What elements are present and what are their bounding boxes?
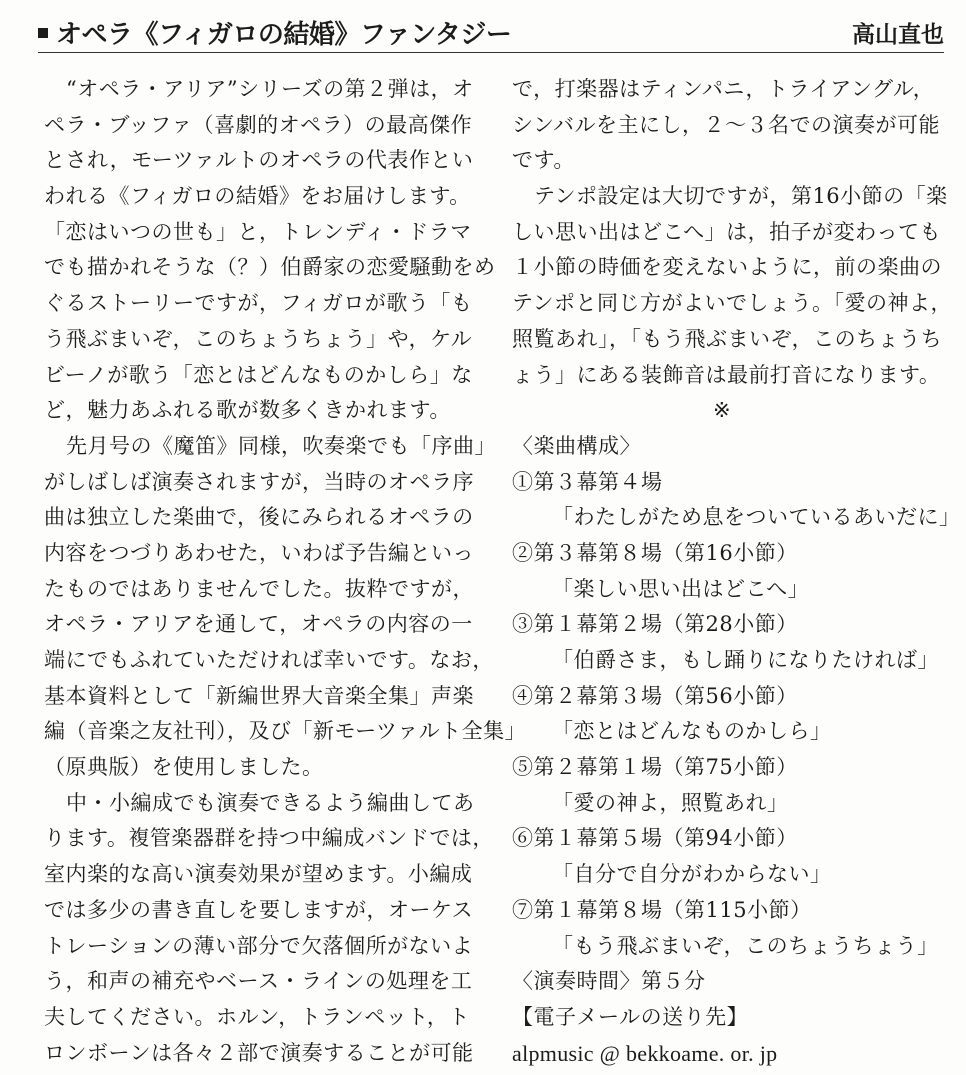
body-line: 先月号の《魔笛》同様，吹奏楽でも「序曲」 — [66, 433, 496, 458]
body-line: ります。複管楽器群を持つ中編成バンドでは， — [44, 826, 494, 851]
body-line: シンバルを主にし，２～３名での演奏が可能 — [512, 112, 941, 137]
body-line: 夫してください。ホルン，トランペット，ト — [44, 1004, 470, 1029]
body-line: では多少の書き直しを要しますが，オーケス — [44, 897, 474, 922]
body-line: １小節の時価を変えないように，前の楽曲の — [512, 255, 942, 280]
movement-title: 「楽しい思い出はどこへ」 — [552, 576, 810, 601]
body-line: “オペラ・アリア”シリーズの第２弾は，オ — [66, 77, 474, 101]
body-line: 曲は独立した楽曲で，後にみられるオペラの — [44, 505, 474, 530]
body-line: テンポと同じ方がよいでしょう。「愛の神よ， — [512, 291, 952, 316]
body-line: 照覧あれ」，「もう飛ぶまいぞ，このちょうち — [512, 326, 943, 351]
body-line: ロンボーンは各々２部で演奏することが可能 — [44, 1040, 474, 1065]
movement-title: 「愛の神よ，照覧あれ」 — [552, 790, 789, 815]
movement-item: ②第３幕第８場（第16小節） — [512, 540, 798, 565]
body-line: （原典版）を使用しました。 — [44, 755, 324, 780]
movement-title: 「伯爵さま，もし踊りになりたければ」 — [552, 648, 939, 672]
article-header — [38, 8, 944, 53]
section-heading: 〈楽曲構成〉 — [512, 433, 641, 458]
body-line: たものではありませんでした。抜粋ですが， — [44, 576, 474, 601]
left-column — [44, 72, 527, 1071]
body-line: トレーションの薄い部分で欠落個所がないよ — [44, 933, 474, 958]
article-title-text: オペラ《フィガロの結婚》ファンタジー — [56, 20, 512, 50]
body-line: 「恋はいつの世も」と，トレンディ・ドラマ — [44, 219, 472, 244]
body-line: ょう」にある装飾音は最前打音になります。 — [512, 362, 941, 387]
movement-item: ⑥第１幕第５場（第94小節） — [512, 826, 798, 851]
body-line: テンポ設定は大切ですが，第16小節の「楽 — [534, 184, 948, 209]
body-line: でも描かれそうな（？）伯爵家の恋愛騒動をめ — [44, 255, 496, 280]
body-line: ビーノが歌う「恋とはどんなものかしら」な — [44, 362, 473, 387]
movement-item: ⑤第２幕第１場（第75小節） — [512, 755, 798, 780]
movement-title: 「もう飛ぶまいぞ，このちょうちょう」 — [552, 933, 939, 958]
body-line: オペラ・アリアを通して，オペラの内容の一 — [44, 612, 473, 637]
body-line: う，和声の補充やベース・ラインの処理を工 — [44, 969, 473, 994]
body-line: で，打楽器はティンパニ，トライアングル， — [512, 77, 935, 101]
movement-title: 「自分で自分がわからない」 — [552, 862, 832, 887]
body-line: う飛ぶまいぞ，このちょうちょう」や，ケル — [44, 326, 473, 351]
movement-title: 「恋とはどんなものかしら」 — [552, 719, 832, 744]
body-line: われる《フィガロの結婚》をお届けします。 — [44, 184, 471, 209]
author-name: 高山直也 — [852, 22, 944, 48]
body-line: ぐるストーリーですが，フィガロが歌う「も — [44, 291, 473, 316]
body-line: 中・小編成でも演奏できるよう編曲してあ — [66, 790, 475, 815]
movement-item: ③第１幕第２場（第28小節） — [512, 612, 798, 637]
body-line: がしばしば演奏されますが，当時のオペラ序 — [44, 469, 474, 494]
body-line: しい思い出はどこへ」は，拍子が変わっても — [512, 219, 941, 244]
body-line: ど，魅力あふれる歌が数多くきかれます。 — [44, 398, 451, 423]
movement-item: ①第３幕第４場 — [512, 469, 663, 494]
body-line: ペラ・ブッファ（喜劇的オペラ）の最高傑作 — [44, 112, 473, 137]
email-address: alpmusic @ bekkoame. or. jp — [512, 1040, 778, 1066]
body-line: 基本資料として「新編世界大音楽全集」声楽 — [44, 683, 474, 708]
performance-time: 〈演奏時間〉第５分 — [512, 969, 706, 994]
square-bullet-icon — [38, 28, 48, 38]
movement-item: ⑦第１幕第８場（第115小節） — [512, 897, 812, 922]
email-heading: 【電子メールの送り先】 — [512, 1004, 749, 1029]
right-column — [512, 72, 961, 1071]
section-divider-mark: ※ — [712, 398, 732, 423]
body-line: とされ，モーツァルトのオペラの代表作とい — [44, 148, 474, 173]
movement-item: ④第２幕第３場（第56小節） — [512, 683, 798, 708]
body-line: 室内楽的な高い演奏効果が望めます。小編成 — [44, 862, 473, 887]
body-line: 編（音楽之友社刊），及び「新モーツァルト全集」 — [44, 719, 527, 744]
body-line: 内容をつづりあわせた，いわば予告編といっ — [44, 540, 474, 565]
body-line: です。 — [512, 148, 575, 173]
movement-title: 「わたしがため息をついているあいだに」 — [552, 505, 961, 530]
body-line: 端にでもふれていただければ幸いです。なお， — [44, 648, 494, 672]
article-title — [38, 14, 511, 51]
